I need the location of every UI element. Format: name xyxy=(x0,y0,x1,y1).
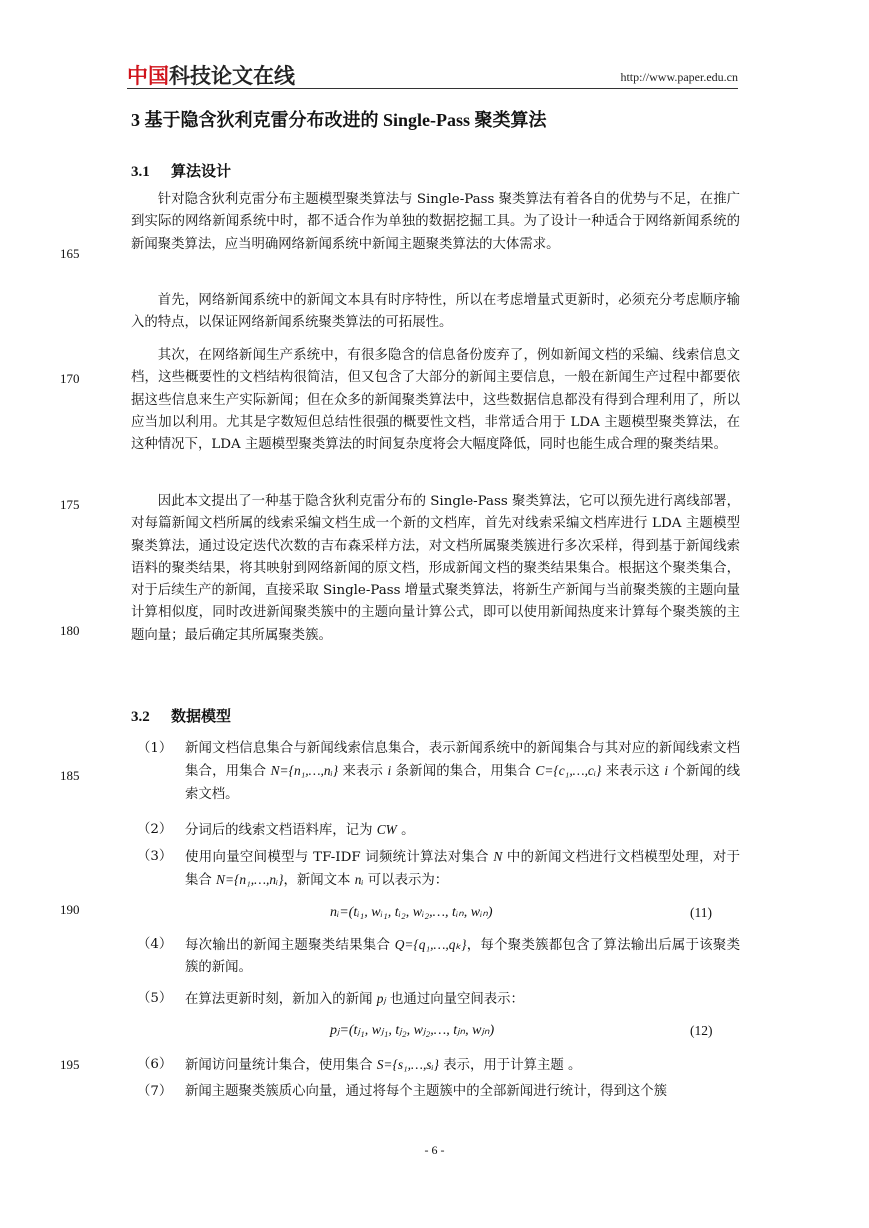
item-text: 来表示 xyxy=(338,764,388,780)
subsection-heading-3-2 xyxy=(131,705,231,726)
list-item-3 xyxy=(137,846,740,893)
list-item-body xyxy=(185,819,740,842)
item-text: 每次输出的新闻主题聚类结果集合 xyxy=(185,938,395,953)
section-title: 3 基于隐含狄利克雷分布改进的 Single-Pass 聚类算法 xyxy=(131,110,547,130)
math-expression: i xyxy=(664,763,669,779)
list-item-4 xyxy=(137,934,740,980)
list-item-1 xyxy=(137,738,740,806)
item-text: 可以表示为： xyxy=(363,873,449,889)
paragraph-1: 针对隐含狄利克雷分布主题模型聚类算法与 Single-Pass 聚类算法有着各自的优势与不足，在推广到实际的网络新闻系统中时，都不适合作为单独的数据挖掘工具。为了设计一种适合于网络新闻系统的新闻聚类算法，应当明确网络新闻系统中新闻主题聚类算法的大体需求。 xyxy=(131,192,740,252)
equation-12: pⱼ=(tⱼ₁, wⱼ₁, tⱼ₂, wⱼ₂,…, tⱼₙ, wⱼₙ) xyxy=(330,1023,495,1038)
math-expression: pⱼ xyxy=(376,991,386,1006)
list-marker: （5） xyxy=(137,991,173,1006)
math-expression: N={n₁,…,nᵢ} xyxy=(270,763,339,779)
subsection-number: 3.2 xyxy=(131,709,150,725)
math-expression: S={s₁,…,sᵢ} xyxy=(376,1057,439,1072)
list-item-body xyxy=(185,934,740,980)
page-number: - 6 - xyxy=(424,1143,445,1157)
journal-logo xyxy=(127,64,295,88)
list-marker: （3） xyxy=(137,849,173,864)
list-item-body xyxy=(185,846,740,893)
math-expression: Q={q₁,…,qₖ} xyxy=(394,937,467,952)
paragraph-4: 因此本文提出了一种基于隐含狄利克雷分布的 Single-Pass 聚类算法，它可以预先进行离线部署，对每篇新闻文档所属的线索采编文档生成一个新的文档库，首先对线索采编文档库进行 LDA 主题模型聚类算法，通过设定迭代次数的吉布森采样方法，对文档所属聚类簇进行多次采样，得到基于新闻线索语料的聚类结果，将其映射到网络新闻的原文档，形成新闻文档的聚类结果集合。根据这个聚类集合，对于后续生产的新闻，直接采取 Single-Pass 增量式聚类算法，将新生产新闻与当前聚类簇的主题向量计算相似度，同时改进新闻聚类簇中的主题向量计算公式，即可以使用新闻热度来计算每个聚类簇的主题向量；最后确定其所属聚类簇。 xyxy=(131,494,740,643)
subsection-title: 数据模型 xyxy=(171,709,232,725)
paragraph-2: 首先，网络新闻系统中的新闻文本具有时序特性，所以在考虑增量式更新时，必须充分考虑顺序输入的特点，以保证网络新闻系统聚类算法的可拓展性。 xyxy=(131,293,740,331)
math-expression: C={c₁,…,cᵢ} xyxy=(535,763,602,779)
math-expression: N xyxy=(493,849,503,864)
item-text: ，新闻文本 xyxy=(283,873,355,889)
item-text: 新闻访问量统计集合，使用集合 xyxy=(185,1058,377,1073)
item-text: 。 xyxy=(396,823,415,838)
line-number: 170 xyxy=(60,371,80,386)
math-expression: N={n₁,…,nᵢ} xyxy=(216,872,284,888)
subsection-number: 3.1 xyxy=(131,164,150,180)
page-header xyxy=(127,64,738,89)
list-item-5 xyxy=(137,988,740,1011)
equation-number-11: (11) xyxy=(690,905,712,920)
item-text: 中的新闻文档进行文档模型处理，对于集合 xyxy=(185,850,740,889)
line-number: 195 xyxy=(60,1057,80,1072)
list-marker: （6） xyxy=(137,1057,173,1072)
list-item-body xyxy=(185,988,740,1011)
line-number: 190 xyxy=(60,902,80,917)
math-expression: CW xyxy=(376,822,397,837)
item-text: 新闻文档信息集合与新闻线索信息集合，表示新闻系统中的新闻集合与其对应的新闻线索文档集合，用集合 xyxy=(185,741,740,780)
list-marker: （4） xyxy=(137,937,173,952)
line-number: 175 xyxy=(60,497,80,512)
list-item-7 xyxy=(137,1081,740,1103)
math-expression: nᵢ xyxy=(354,872,364,888)
item-text: 表示，用于计算主题 。 xyxy=(438,1058,582,1073)
subsection-title: 算法设计 xyxy=(171,164,232,180)
logo-red-text: 中国 xyxy=(127,64,169,88)
paragraph-3: 其次，在网络新闻生产系统中，有很多隐含的信息备份废弃了，例如新闻文档的采编、线索信息文档，这些概要性的文档结构很简洁，但又包含了大部分的新闻主要信息，一般在新闻生产过程中都要依据这些信息来生产实际新闻；但在众多的新闻聚类算法中，这些数据信息都没有得到合理利用了，所以应当加以利用。尤其是字数短但总结性很强的概要性文档，非常适合用于 LDA 主题模型聚类算法，在这种情况下，LDA 主题模型聚类算法的时间复杂度将会大幅度降低，同时也能生成合理的聚类结果。 xyxy=(131,348,740,453)
subsection-heading-3-1 xyxy=(131,160,231,181)
list-item-body xyxy=(185,1081,740,1103)
header-url[interactable]: http://www.paper.edu.cn xyxy=(620,70,738,84)
item-text: 条新闻的集合，用集合 xyxy=(391,764,536,780)
item-text: 新闻主题聚类簇质心向量，通过将每个主题簇中的全部新闻进行统计，得到这个簇 xyxy=(185,1084,668,1099)
equation-11: nᵢ=(tᵢ₁, wᵢ₁, tᵢ₂, wᵢ₂,…, tᵢₙ, wᵢₙ) xyxy=(330,905,493,920)
item-text: 分词后的线索文档语料库，记为 xyxy=(185,823,377,838)
list-item-body xyxy=(185,738,740,806)
item-text: 也通过向量空间表示： xyxy=(385,992,524,1007)
line-number: 185 xyxy=(60,768,80,783)
list-marker: （2） xyxy=(137,822,173,837)
line-number: 180 xyxy=(60,623,80,638)
list-item-6 xyxy=(137,1054,740,1077)
line-number: 165 xyxy=(60,246,80,261)
item-text: ，每个聚类簇都包含了算法输出后属于该聚类簇的新闻。 xyxy=(185,938,741,976)
logo-dark-text: 科技论文在线 xyxy=(169,64,295,88)
list-item-2 xyxy=(137,819,740,842)
list-marker: （1） xyxy=(137,741,173,756)
item-text: 来表示这 xyxy=(601,764,665,780)
item-text: 使用向量空间模型与 TF-IDF 词频统计算法对集合 xyxy=(185,850,494,865)
list-marker: （7） xyxy=(137,1084,173,1099)
equation-number-12: (12) xyxy=(690,1023,713,1038)
item-text: 在算法更新时刻，新加入的新闻 xyxy=(185,992,377,1007)
item-text: 个新闻的线索文档。 xyxy=(185,764,740,802)
list-item-body xyxy=(185,1054,740,1077)
math-expression: i xyxy=(387,763,392,779)
